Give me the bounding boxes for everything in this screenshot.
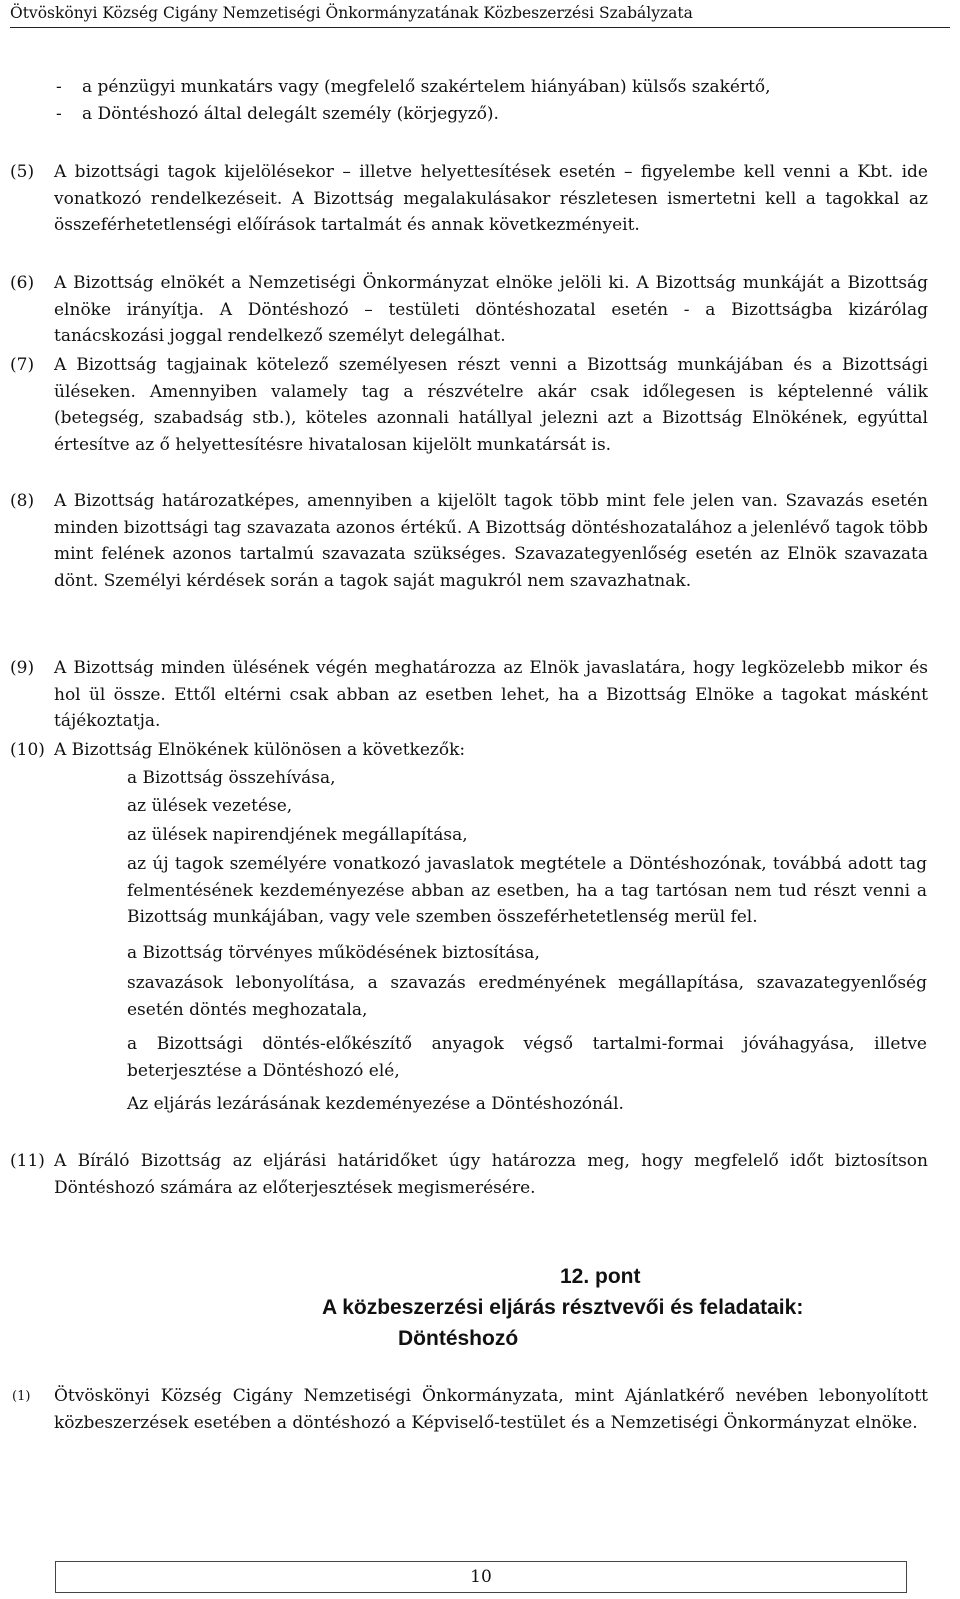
paragraph-number: (8) bbox=[10, 491, 35, 511]
paragraph-number: (10) bbox=[10, 740, 45, 760]
paragraph-number: (1) bbox=[12, 1389, 31, 1404]
duty-item: a Bizottsági döntés-előkészítő anyagok végső tartalmi-formai jóváhagyása, illetve beterjesztése a Döntéshozó elé, bbox=[127, 1034, 927, 1081]
paragraph-7: A Bizottság tagjainak kötelező személyesen részt venni a Bizottság munkájában és a Bizottsági üléseken. Amennyiben valamely tag a részvételre akár csak időlegesen is képtelenné válik (betegség, szabadság stb.), köteles azonnali hatállyal jelezni azt a Bizottság Elnökének, egyúttal értesítve az ő helyettesítésre hivatalosan kijelölt munkatársát is. bbox=[54, 355, 928, 455]
paragraph-11: A Bíráló Bizottság az eljárási határidőket úgy határozza meg, hogy megfelelő időt biztosítson Döntéshozó számára az előterjesztések megismerésére. bbox=[54, 1151, 928, 1198]
paragraph-number: (7) bbox=[10, 355, 35, 375]
duty-item: az ülések vezetése, bbox=[127, 796, 293, 816]
paragraph-5: A bizottsági tagok kijelölésekor – illetve helyettesítések esetén – figyelembe kell venni a Kbt. ide vonatkozó rendelkezéseit. A Bizottság megalakulásakor részletesen ismertetni kell a tagokkal az összeférhetetlenségi előírások tartalmát és annak következményeit. bbox=[54, 162, 928, 235]
paragraph-10: A Bizottság Elnökének különösen a következők: bbox=[54, 740, 466, 760]
bullet-item: a Döntéshozó által delegált személy (körjegyző). bbox=[82, 104, 499, 124]
bullet-dash: - bbox=[56, 77, 62, 97]
section-number: 12. pont bbox=[560, 1265, 641, 1288]
section-paragraph-1: Ötvöskönyi Község Cigány Nemzetiségi Önkormányzata, mint Ajánlatkérő nevében lebonyolított közbeszerzések esetében a döntéshozó a Képviselő-testület és a Nemzetiségi Önkormányzat elnöke. bbox=[54, 1386, 928, 1433]
duty-item: szavazások lebonyolítása, a szavazás eredményének megállapítása, szavazategyenlőség esetén döntés meghozatala, bbox=[127, 973, 927, 1020]
paragraph-number: (6) bbox=[10, 273, 35, 293]
paragraph-number: (5) bbox=[10, 162, 35, 182]
paragraph-number: (9) bbox=[10, 658, 35, 678]
duty-item: a Bizottság törvényes működésének biztosítása, bbox=[127, 943, 540, 963]
page-number: 10 bbox=[55, 1561, 907, 1593]
paragraph-6: A Bizottság elnökét a Nemzetiségi Önkormányzat elnöke jelöli ki. A Bizottság munkáját a Bizottság elnöke irányítja. A Döntéshozó – testületi döntéshozatal esetén - a Bizottságba kizárólag tanácskozási joggal rendelkező személyt delegálhat. bbox=[54, 273, 928, 346]
section-title: A közbeszerzési eljárás résztvevői és feladataik: bbox=[322, 1296, 804, 1319]
paragraph-9: A Bizottság minden ülésének végén meghatározza az Elnök javaslatára, hogy legközelebb mikor és hol ül össze. Ettől eltérni csak abban az esetben lehet, ha a Bizottság Elnöke a tagokat másként tájékoztatja. bbox=[54, 658, 928, 731]
duty-item: az új tagok személyére vonatkozó javaslatok megtétele a Döntéshozónak, továbbá adott tag felmentésének kezdeményezése abban az esetben, ha a tag tartósan nem tud részt venni a Bizottság munkájában, vagy vele szemben összeférhetetlenség merül fel. bbox=[127, 854, 927, 927]
duty-item: a Bizottság összehívása, bbox=[127, 768, 336, 788]
section-subtitle: Döntéshozó bbox=[398, 1327, 519, 1350]
bullet-item: a pénzügyi munkatárs vagy (megfelelő szakértelem hiányában) külsős szakértő, bbox=[82, 77, 771, 97]
paragraph-number: (11) bbox=[10, 1151, 45, 1171]
bullet-dash: - bbox=[56, 104, 62, 124]
paragraph-8: A Bizottság határozatképes, amennyiben a kijelölt tagok több mint fele jelen van. Szavazás esetén minden bizottsági tag szavazata azonos értékű. A Bizottság döntéshozatalához a jelenlévő tagok több mint felének azonos tartalmú szavazata szükséges. Szavazategyenlőség esetén az Elnök szavazata dönt. Személyi kérdések során a tagok saját magukról nem szavazhatnak. bbox=[54, 491, 928, 591]
duty-item: Az eljárás lezárásának kezdeményezése a Döntéshozónál. bbox=[127, 1094, 624, 1114]
document-header: Ötvöskönyi Község Cigány Nemzetiségi Önkormányzatának Közbeszerzési Szabályzata bbox=[10, 2, 950, 28]
duty-item: az ülések napirendjének megállapítása, bbox=[127, 825, 468, 845]
